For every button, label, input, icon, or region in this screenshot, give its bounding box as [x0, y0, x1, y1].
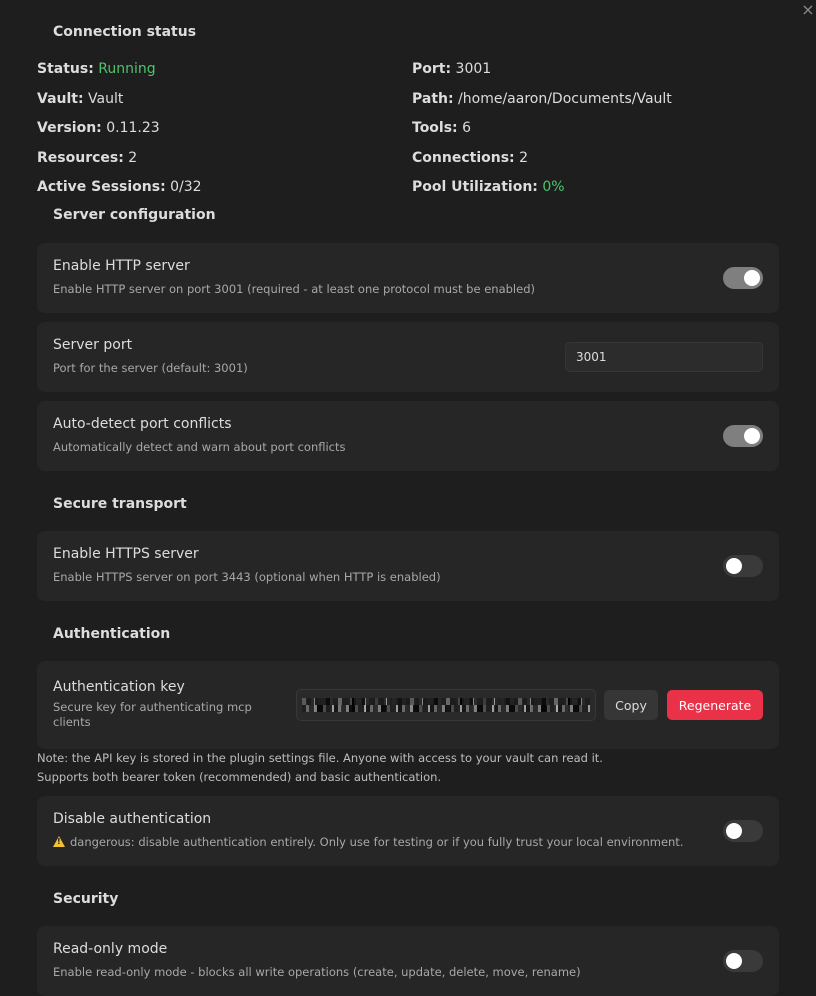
toggle-knob [726, 953, 742, 969]
autodetect-port-toggle[interactable] [723, 425, 763, 447]
pool-value: 0% [542, 179, 565, 195]
status-row [37, 117, 779, 147]
version-cell [37, 117, 160, 139]
status-row [37, 88, 779, 118]
resources-label: Resources: [37, 149, 124, 166]
version-value: 0.11.23 [106, 120, 160, 136]
masked-key-pixels [302, 698, 590, 712]
status-row [37, 147, 779, 177]
copy-key-button[interactable]: Copy [604, 690, 658, 720]
warning-icon [53, 836, 65, 847]
setting-title: Server port [53, 337, 133, 353]
vault-value: Vault [88, 90, 124, 107]
setting-title: Authentication key [53, 679, 185, 695]
regenerate-key-button[interactable]: Regenerate [667, 690, 763, 720]
http-server-setting [37, 243, 779, 313]
resources-cell [37, 147, 137, 169]
connection-status-grid [37, 58, 779, 206]
connection-status-heading: Connection status [53, 24, 197, 40]
setting-description-wrapper [53, 835, 683, 849]
tools-value: 6 [462, 120, 472, 136]
toggle-knob [726, 823, 742, 839]
vault-label: Vault: [37, 90, 84, 107]
toggle-knob [744, 270, 760, 286]
auth-support-note: Supports both bearer token (recommended) and basic authentication. [37, 770, 442, 784]
setting-title: Enable HTTPS server [53, 546, 199, 562]
setting-description: Secure key for authenticating mcp clients [53, 700, 252, 729]
setting-description: dangerous: disable authentication entirely. Only use for testing or if you fully trust your local environment. [70, 835, 684, 849]
status-cell [37, 58, 156, 80]
https-server-setting [37, 531, 779, 601]
server-port-input[interactable] [565, 342, 763, 372]
api-key-note: Note: the API key is stored in the plugin settings file. Anyone with access to your vault can read it. [37, 751, 603, 765]
setting-title: Disable authentication [53, 811, 212, 827]
read-only-mode-toggle[interactable] [723, 950, 763, 972]
tools-cell [412, 117, 471, 139]
resources-value: 2 [128, 149, 138, 166]
secure-transport-heading: Secure transport [53, 496, 187, 512]
status-label: Status: [37, 61, 94, 77]
authentication-key-field[interactable] [296, 689, 596, 721]
authentication-heading: Authentication [53, 626, 171, 642]
disable-authentication-toggle[interactable] [723, 820, 763, 842]
status-running-value: Running [98, 61, 156, 77]
version-label: Version: [37, 120, 102, 136]
connections-label: Connections: [412, 149, 515, 166]
setting-title: Read-only mode [53, 941, 168, 957]
setting-title: Enable HTTP server [53, 258, 190, 274]
path-cell [412, 88, 672, 110]
port-cell [412, 58, 491, 80]
authentication-key-setting [37, 661, 779, 749]
tools-label: Tools: [412, 120, 458, 136]
close-icon[interactable]: × [801, 0, 815, 19]
path-value: /home/aaron/Documents/Vault [458, 90, 672, 107]
setting-title: Auto-detect port conflicts [53, 416, 232, 432]
setting-description: Enable HTTPS server on port 3443 (optional when HTTP is enabled) [53, 570, 441, 584]
port-value: 3001 [455, 61, 492, 77]
toggle-knob [744, 428, 760, 444]
setting-description: Automatically detect and warn about port conflicts [53, 440, 346, 454]
setting-description: Port for the server (default: 3001) [53, 361, 248, 375]
sessions-cell [37, 176, 202, 198]
toggle-knob [726, 558, 742, 574]
autodetect-port-setting [37, 401, 779, 471]
connections-cell [412, 147, 528, 169]
pool-label: Pool Utilization: [412, 179, 538, 195]
port-label: Port: [412, 61, 452, 77]
path-label: Path: [412, 90, 454, 107]
https-server-toggle[interactable] [723, 555, 763, 577]
server-port-setting [37, 322, 779, 392]
status-row [37, 58, 779, 88]
http-server-toggle[interactable] [723, 267, 763, 289]
pool-cell [412, 176, 565, 198]
status-row [37, 176, 779, 206]
sessions-label: Active Sessions: [37, 179, 166, 195]
server-configuration-heading: Server configuration [53, 207, 216, 223]
connections-value: 2 [519, 149, 529, 166]
security-heading: Security [53, 891, 119, 907]
disable-authentication-setting [37, 796, 779, 866]
setting-description: Enable read-only mode - blocks all write operations (create, update, delete, move, rename) [53, 965, 581, 979]
setting-description: Enable HTTP server on port 3001 (required - at least one protocol must be enabled) [53, 282, 535, 296]
sessions-value: 0/32 [170, 179, 202, 195]
vault-cell [37, 88, 123, 110]
